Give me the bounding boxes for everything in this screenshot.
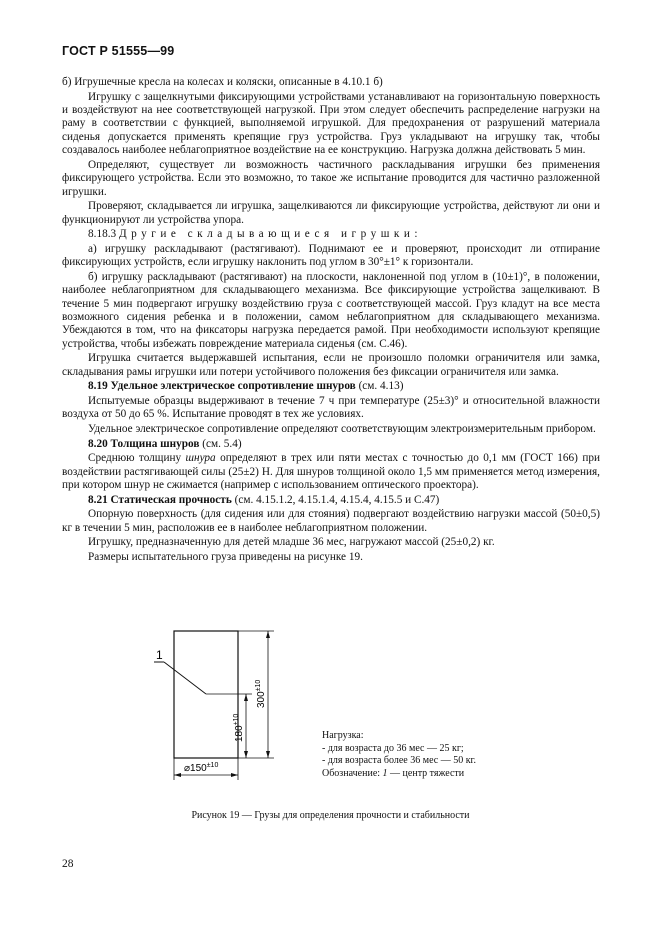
leader-line (164, 662, 206, 694)
paragraph: Игрушку, предназначенную для детей младше 36 мес, нагружают массой (25±0,2) кг. (88, 536, 495, 549)
page-number: 28 (62, 858, 74, 870)
paragraph: Среднюю толщину шнура определяют в трех или пяти местах с точностью до 0,1 мм (ГОСТ 166) при воздействии растягивающей силы (25±2) Н. Для шнуров толщиной около 1,5 мм применяется метод измерения, при котором шнур не сжимается (например с использованием оптического проектора). (62, 452, 600, 492)
legend-line: Нагрузка: (322, 730, 364, 741)
paragraph: Испытуемые образцы выдерживают в течение 7 ч при температуре (25±3)° и относительной влажности воздуха от 50 до 65 %. Испытание проводят в тех же условиях. (62, 395, 600, 421)
section-heading: 8.19 Удельное электрическое сопротивление шнуров (см. 4.13) (88, 380, 404, 393)
paragraph: Игрушку с защелкнутыми фиксирующими устройствами устанавливают на горизонтальную поверхность и воздействуют на нее соответствующей нагрузкой. При этом следует обеспечить распределение нагрузки на раму в соответствии с функцией, выполняемой игрушкой. Для предохранения от разрушений материала сиденья допускается применять крепящие груз устройства. Груз укладывают на игрушку так, чтобы создавалось наиболее неблагоприятное воздействие на ее конструкцию. Нагрузка должна действовать 5 мин. (62, 90, 600, 157)
legend-note: Обозначение: 1 — центр тяжести (322, 767, 465, 779)
paragraph: Проверяют, складывается ли игрушка, защелкиваются ли фиксирующие устройства, действуют ли они и функционируют ли устройства упора. (62, 200, 600, 226)
section-heading: 8.20 Толщина шнуров (см. 5.4) (88, 437, 242, 450)
paragraph: Определяют, существует ли возможность частичного раскладывания игрушки без применения фиксирующего устройства. Если это возможно, то такое же испытание проводится для частично разложенной игрушки. (62, 158, 600, 198)
paragraph: Удельное электрическое сопротивление определяют соответствующим электроизмерительным прибором. (88, 423, 596, 436)
figure-legend (322, 730, 476, 780)
figure-19-drawing (150, 628, 350, 798)
paragraph: а) игрушку раскладывают (растягивают). Поднимают ее и проверяют, происходит ли отпирание фиксирующих устройств, если игрушку наклонить под углом в 30°±1° к горизонтали. (62, 242, 600, 269)
body-text (62, 76, 600, 565)
paragraph: Размеры испытательного груза приведены на рисунке 19. (88, 550, 363, 563)
paragraph: б) игрушку раскладывают (растягивают) на плоскости, наклоненной под углом в (10±1)°, в положении, наиболее неблагоприятном для складывающего механизма. Все фиксирующие устройства защелкивают. В течение 5 мин подвергают игрушку воздействию груза с соответствующей массой. Груз кладут на все места возможного сидения ребенка и в положении, самом неблагоприятном для складывающего механизма. Убеждаются в том, что на фиксаторы нагрузка передается рамой. При необходимости используют крепящие устройства, чтобы избежать повреждение материала сиденья (см. С.46). (62, 270, 600, 350)
figure-caption: Рисунок 19 — Грузы для определения прочности и стабильности (191, 810, 470, 821)
dim-diameter: $⌀150^{\pm 10}$ (184, 762, 219, 774)
paragraph: б) Игрушечные кресла на колесах и коляски, описанные в 4.10.1 б) (62, 76, 383, 88)
weight-outline (174, 631, 238, 758)
dim-center: $180^{\pm 10}$ (233, 713, 245, 742)
legend-line: - для возраста более 36 мес — 50 кг. (322, 755, 477, 767)
paragraph: Игрушка считается выдержавшей испытания, если не произошло поломки ограничителя или замка, складывания рамы игрушки или потери устойчивого положения без фиксации ограничителя или замка. (62, 352, 600, 378)
label-marker-1: 1 (156, 648, 163, 662)
section-heading: 8.18.3 Другие складывающиеся игрушки: (88, 228, 418, 241)
legend-line: - для возраста до 36 мес — 25 кг; (322, 742, 464, 754)
dim-total: $300^{\pm 10}$ (255, 679, 267, 708)
section-heading: 8.21 Статическая прочность (см. 4.15.1.2, 4.15.1.4, 4.15.4, 4.15.5 и С.47) (88, 493, 440, 506)
paragraph: Опорную поверхность (для сидения или для стояния) подвергают воздействию нагрузки массой (50±0,5) кг в течении 5 мин, расположив ее в наиболее неблагоприятном положении. (62, 508, 600, 534)
document-header: ГОСТ Р 51555—99 (62, 44, 175, 58)
